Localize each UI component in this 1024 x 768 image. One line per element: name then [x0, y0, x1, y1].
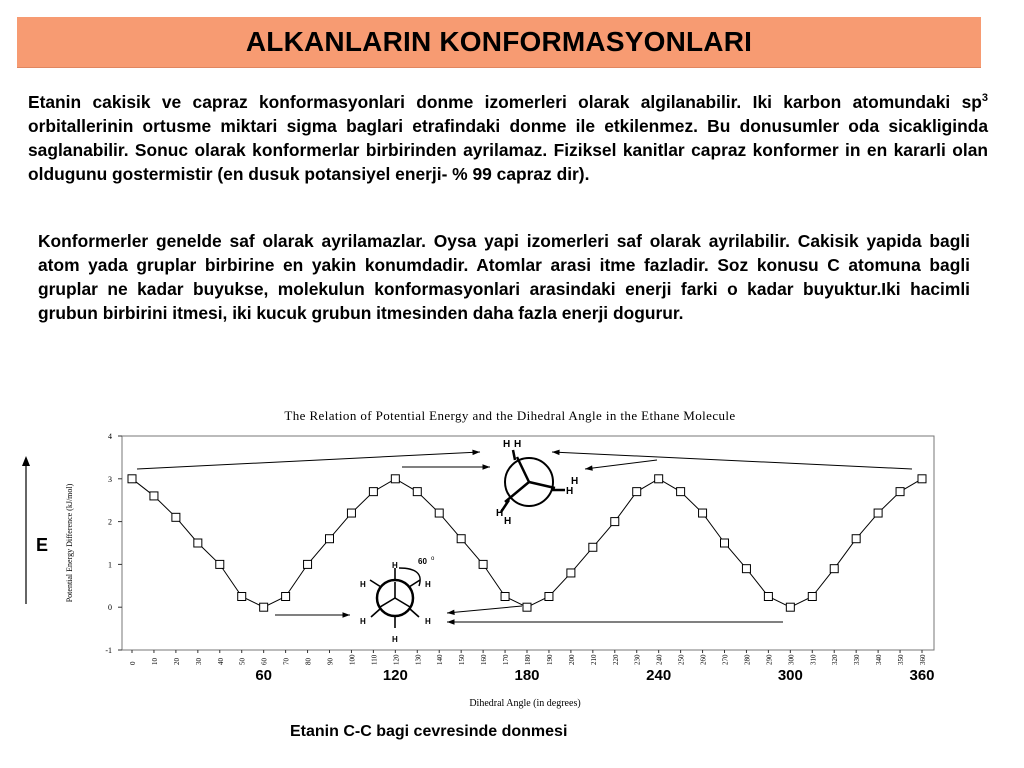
eclipsed-atom-label: H [566, 486, 574, 497]
y-tick-label: -1 [105, 646, 112, 655]
y-tick-label: 2 [108, 517, 112, 527]
x-tick-label: 170 [502, 654, 511, 665]
staggered-atom-label: H [425, 580, 431, 589]
data-point [479, 560, 487, 568]
chart-title: The Relation of Potential Energy and the Dihedral Angle in the Ethane Molecule [284, 408, 736, 423]
x-tick-label: 310 [809, 654, 818, 665]
x-tick-label: 260 [699, 654, 708, 665]
data-point [457, 535, 465, 543]
paragraph-2: Konformerler genelde saf olarak ayrilamazlar. Oysa yapi izomerleri saf olarak ayrilabilir. Cakisik yapida bagli atom yada gruplar birbirine en yakin konumdadir. Atomlar arasi itme fazladir. Soz konusu C atomuna bagli gruplar ne kadar buyukse, molekulun konformasyonlari arasindaki enerji farki o kadar buyuktur.Iki hacimli grubun birbirini itmesi, iki kucuk grubun itmesinden daha fazla enerji dogurur. [38, 231, 970, 323]
x-tick-label: 340 [875, 654, 884, 665]
x-tick-label: 20 [172, 658, 181, 665]
paragraph-1 [28, 90, 988, 186]
x-overlay-label: 240 [646, 667, 672, 684]
x-tick-label: 140 [436, 654, 445, 665]
energy-axis-label: E [36, 535, 49, 555]
x-tick-label: 200 [567, 654, 576, 665]
paragraph-1-text-b: orbitallerinin ortusme miktari sigma baglari etrafindaki donme ile etkilenmez. Bu donusumler oda sicakliginda saglanabilir. Sonuc olarak konformerlar birbirinden ayrilamaz. Fiziksel kanitlar capraz konformer in en kararli olan oldugunu gostermistir (en dusuk potansiyel enerji- % 99 capraz dir). [28, 116, 988, 184]
x-tick-label: 30 [194, 658, 203, 665]
x-tick-label: 60 [260, 658, 269, 665]
x-overlay-label: 300 [777, 667, 803, 684]
data-point [501, 593, 509, 601]
x-overlay-label: 120 [382, 667, 408, 684]
staggered-angle-label: 60 [418, 557, 427, 566]
data-point [655, 475, 663, 483]
x-tick-label: 190 [545, 654, 554, 665]
x-tick-label: 40 [216, 658, 225, 665]
data-point [764, 593, 772, 601]
x-tick-label: 230 [633, 654, 642, 665]
eclipsed-atom-label: H [503, 439, 511, 450]
x-tick-label: 50 [238, 658, 247, 665]
data-point [304, 560, 312, 568]
y-tick-label: 1 [108, 560, 112, 570]
data-point [128, 475, 136, 483]
data-point [699, 509, 707, 517]
x-tick-label: 10 [150, 658, 159, 665]
slide-title-bar [17, 17, 981, 68]
staggered-atom-label: H [392, 635, 398, 644]
staggered-degree-symbol: o [431, 556, 435, 562]
data-point [150, 492, 158, 500]
x-overlay-label: 360 [909, 667, 935, 684]
data-point [589, 543, 597, 551]
data-point [326, 535, 334, 543]
y-tick-label: 0 [108, 603, 112, 613]
figure-caption: Etanin C-C bagi cevresinde donmesi [290, 723, 568, 740]
x-tick-label: 110 [370, 654, 379, 665]
eclipsed-atom-label: H [504, 516, 512, 527]
data-point [347, 509, 355, 517]
data-point [633, 488, 641, 496]
x-tick-label: 0 [129, 661, 137, 665]
data-point [260, 603, 268, 611]
x-tick-label: 80 [304, 658, 313, 665]
staggered-newman [370, 568, 420, 628]
data-point [413, 488, 421, 496]
data-point [369, 488, 377, 496]
data-point [721, 539, 729, 547]
data-point [194, 539, 202, 547]
x-tick-label: 250 [677, 654, 686, 665]
data-point [545, 593, 553, 601]
eclipsed-atom-label: H [514, 439, 522, 450]
x-tick-label: 240 [655, 654, 664, 665]
x-tick-label: 270 [721, 654, 730, 665]
staggered-atom-label: H [360, 580, 366, 589]
x-tick-label: 180 [524, 654, 532, 665]
staggered-atom-label: H [425, 617, 431, 626]
x-tick-label: 290 [765, 654, 774, 665]
x-overlay-label: 180 [514, 667, 540, 684]
data-point [435, 509, 443, 517]
x-tick-label: 360 [919, 654, 927, 665]
arrow-staggered-right [447, 619, 783, 624]
arrow-staggered-mid [447, 606, 522, 615]
data-point [567, 569, 575, 577]
paragraph-1-text-a: Etanin cakisik ve capraz konformasyonlari donme izomerleri olarak algilanabilir. Iki karbon atomundaki sp [28, 92, 982, 112]
arrow-eclipsed-right [585, 460, 657, 471]
x-tick-label: 100 [348, 654, 357, 665]
eclipsed-atom-label: H [571, 476, 579, 487]
data-point [391, 475, 399, 483]
data-point [282, 593, 290, 601]
data-point [874, 509, 882, 517]
data-point [742, 565, 750, 573]
data-point [611, 518, 619, 526]
energy-chart [0, 390, 1024, 720]
staggered-atom-label: H [360, 617, 366, 626]
eclipsed-newman [501, 450, 565, 512]
x-tick-label: 300 [787, 654, 796, 665]
staggered-atom-label: H [392, 561, 398, 570]
y-axis-label: Potential Energy Difference (kJ/mol) [65, 483, 74, 603]
data-point [238, 593, 246, 601]
paragraph-1-superscript: 3 [981, 92, 988, 105]
data-point [852, 535, 860, 543]
x-tick-label: 280 [743, 654, 752, 665]
x-tick-label: 120 [392, 654, 401, 665]
x-tick-label: 320 [831, 654, 840, 665]
x-tick-label: 90 [326, 658, 335, 665]
data-point [918, 475, 926, 483]
data-point [830, 565, 838, 573]
eclipsed-atom-label: H [496, 508, 504, 519]
data-point [808, 593, 816, 601]
energy-axis-arrowhead [22, 456, 30, 466]
x-tick-label: 70 [282, 658, 291, 665]
x-tick-label: 330 [853, 654, 862, 665]
x-tick-label: 210 [589, 654, 598, 665]
x-tick-label: 220 [611, 654, 620, 665]
x-tick-label: 160 [480, 654, 489, 665]
x-tick-label: 150 [458, 654, 467, 665]
arrow-eclipsed-mid [402, 464, 490, 469]
data-point [216, 560, 224, 568]
data-point [786, 603, 794, 611]
x-axis-label: Dihedral Angle (in degrees) [469, 698, 581, 709]
data-point [523, 603, 531, 611]
y-tick-label: 4 [108, 432, 112, 441]
x-tick-label: 350 [897, 654, 906, 665]
data-point [677, 488, 685, 496]
data-point [172, 513, 180, 521]
x-overlay-label: 60 [255, 667, 273, 684]
slide-title: ALKANLARIN KONFORMASYONLARI [245, 26, 753, 57]
y-tick-label: 3 [108, 474, 112, 484]
data-point [896, 488, 904, 496]
arrow-staggered-left [275, 612, 350, 617]
arrow-eclipsed-left [137, 450, 480, 469]
x-tick-label: 130 [414, 654, 423, 665]
